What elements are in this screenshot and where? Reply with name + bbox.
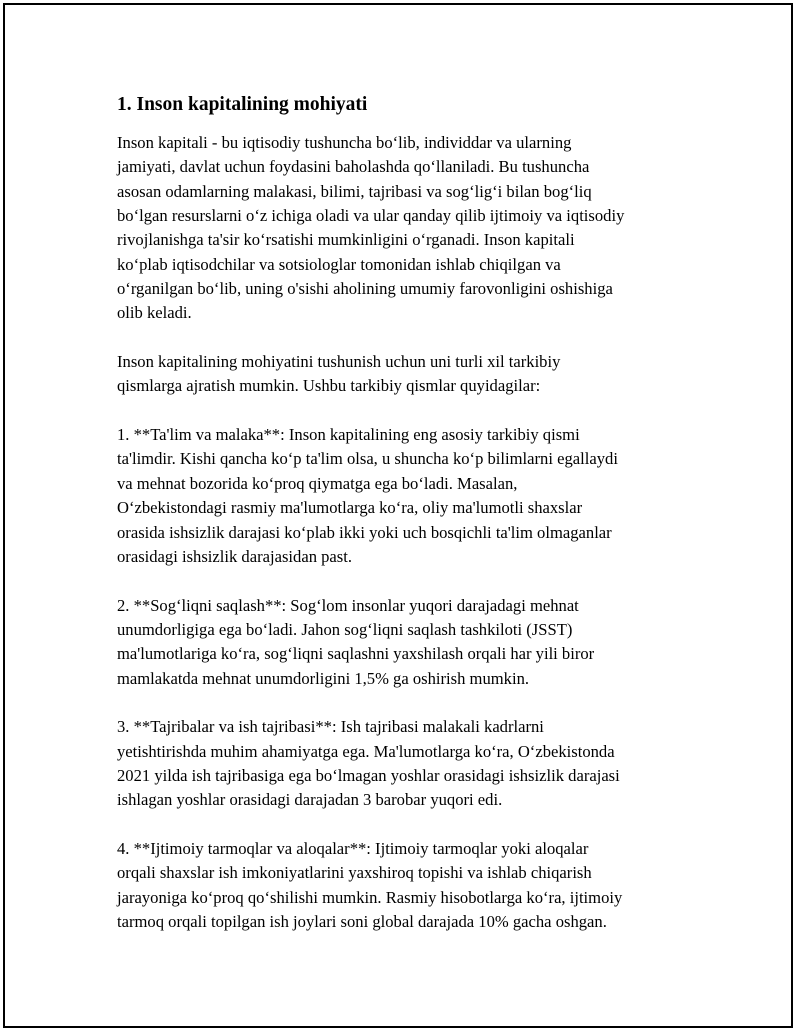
- text-line: yetishtirishda muhim ahamiyatga ega. Ma'lumotlarga ko‘ra, O‘zbekistonda: [117, 741, 615, 761]
- text-line: 2021 yilda ish tajribasiga ega bo‘lmagan yoshlar orasidagi ishsizlik darajasi: [117, 765, 620, 785]
- text-line: unumdorligiga ega bo‘ladi. Jahon sog‘liqni saqlash tashkiloti (JSST): [117, 619, 573, 639]
- text-line: O‘zbekistondagi rasmiy ma'lumotlarga ko‘ra, oliy ma'lumotli shaxslar: [117, 498, 583, 518]
- text-line: 2. **Sog‘liqni saqlash**: Sog‘lom insonlar yuqori darajadagi mehnat: [117, 595, 579, 615]
- text-line: orasidagi ishsizlik darajasidan past.: [117, 546, 353, 566]
- text-line: 3. **Tajribalar va ish tajribasi**: Ish tajribasi malakali kadrlarni: [117, 717, 544, 737]
- text-line: orasida ishsizlik darajasi ko‘plab ikki yoki uch bosqichli ta'lim olmaganlar: [117, 522, 612, 542]
- text-line: 4. **Ijtimoiy tarmoqlar va aloqalar**: Ijtimoiy tarmoqlar yoki aloqalar: [117, 838, 589, 858]
- paragraph: [117, 837, 687, 934]
- text-line: va mehnat bozorida ko‘proq qiymatga ega bo‘ladi. Masalan,: [117, 473, 518, 493]
- text-line: ta'limdir. Kishi qancha ko‘p ta'lim olsa, u shuncha ko‘p bilimlarni egallaydi: [117, 449, 618, 469]
- text-line: mamlakatda mehnat unumdorligini 1,5% ga oshirish mumkin.: [117, 668, 530, 688]
- text-line: Inson kapitali - bu iqtisodiy tushuncha bo‘lib, individdar va ularning: [117, 133, 572, 152]
- text-line: asosan odamlarning malakasi, bilimi, tajribasi va sog‘lig‘i bilan bog‘liq: [117, 181, 592, 201]
- text-line: o‘rganilgan bo‘lib, uning o'sishi aholining umumiy farovonligini oshishiga: [117, 279, 613, 299]
- paragraph: [117, 594, 687, 691]
- text-line: rivojlanishga ta'sir ko‘rsatishi mumkinligini o‘rganadi. Inson kapitali: [117, 230, 575, 250]
- text-line: tarmoq orqali topilgan ish joylari soni global darajada 10% gacha oshgan.: [117, 912, 607, 931]
- text-line: bo‘lgan resurslarni o‘z ichiga oladi va ular qanday qilib ijtimoiy va iqtisodiy: [117, 206, 625, 226]
- text-line: ko‘plab iqtisodchilar va sotsiologlar tomonidan ishlab chiqilgan va: [117, 254, 561, 274]
- paragraph: [117, 350, 687, 399]
- text-line: ma'lumotlariga ko‘ra, sog‘liqni saqlashni yaxshilash orqali har yili biror: [117, 644, 595, 664]
- text-line: Inson kapitalining mohiyatini tushunish uchun uni turli xil tarkibiy: [117, 352, 561, 372]
- paragraph: [117, 715, 687, 812]
- text-line: orqali shaxslar ish imkoniyatlarini yaxshiroq topishi va ishlab chiqarish: [117, 863, 592, 883]
- section-title: 1. Inson kapitalining mohiyati: [117, 94, 368, 115]
- text-line: qismlarga ajratish mumkin. Ushbu tarkibiy qismlar quyidagilar:: [117, 376, 541, 396]
- document-body: [117, 92, 687, 959]
- text-line: jarayoniga ko‘proq qo‘shilishi mumkin. Rasmiy hisobotlarga ko‘ra, ijtimoiy: [117, 887, 623, 907]
- text-line: jamiyati, davlat uchun foydasini baholashda qo‘llaniladi. Bu tushuncha: [117, 157, 590, 177]
- text-line: ishlagan yoshlar orasidagi darajadan 3 barobar yuqori edi.: [117, 790, 503, 810]
- text-line: olib keladi.: [117, 303, 192, 323]
- paragraph: [117, 423, 687, 569]
- text-line: 1. **Ta'lim va malaka**: Inson kapitalining eng asosiy tarkibiy qismi: [117, 425, 580, 445]
- paragraph: [117, 131, 687, 326]
- paragraph-list: [117, 131, 687, 934]
